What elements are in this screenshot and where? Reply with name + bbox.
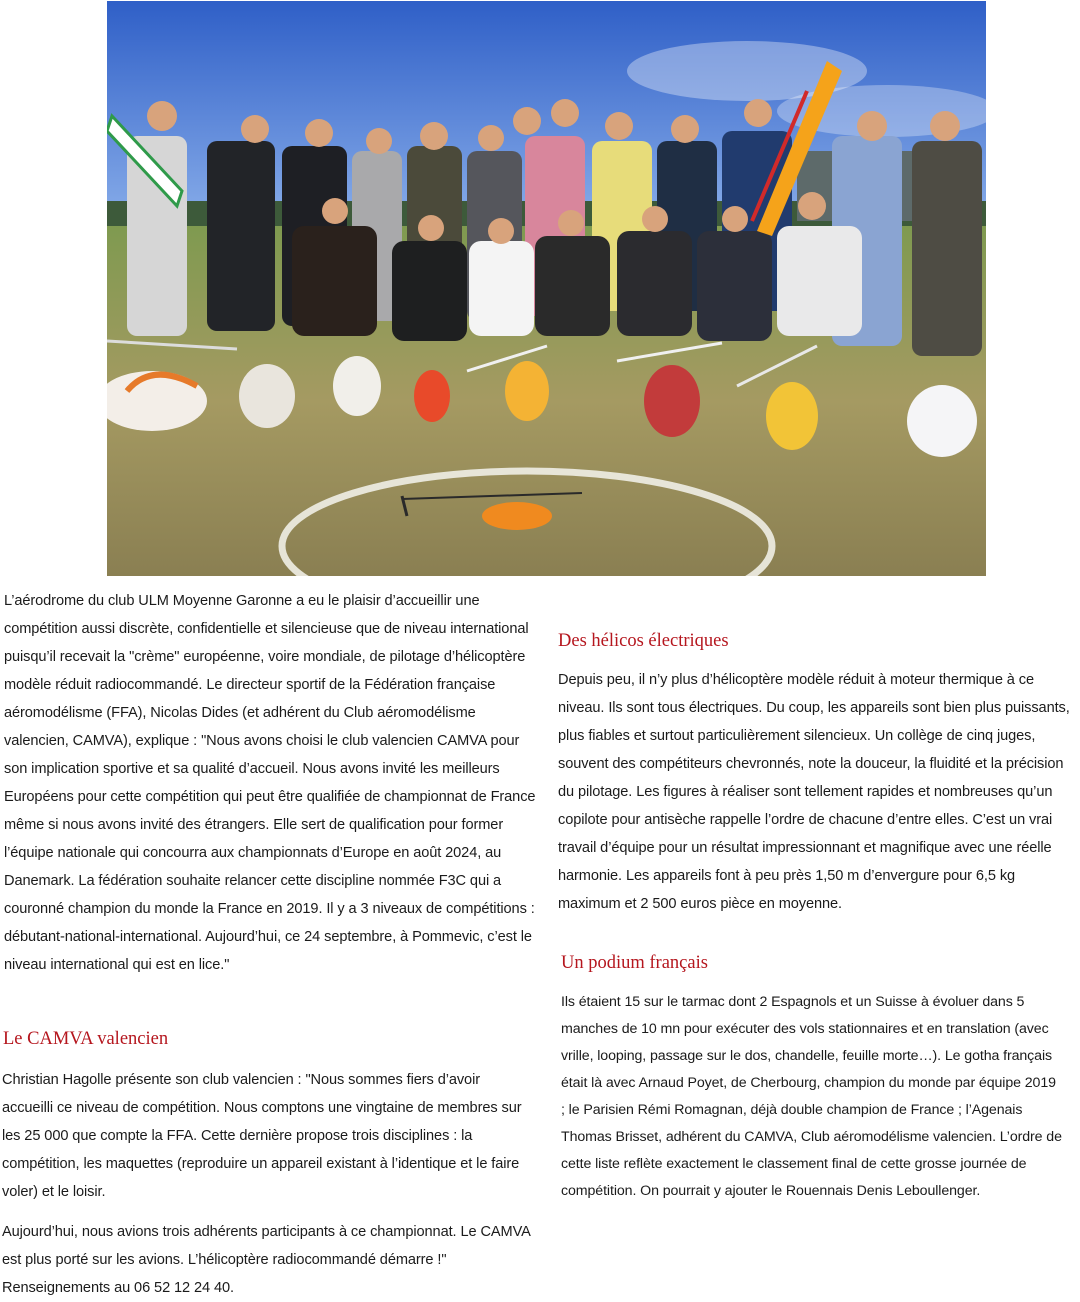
helicos-paragraph: Depuis peu, il n’y plus d’hélicoptère modèle réduit à moteur thermique à ce niveau. Ils sont tous électriques. Du coup, les appareils sont bien plus puissants, plus fiables et surtout particulièrement silencieux. Un collège de cinq juges, souvent des compétiteurs chevronnés, note la douceur, la fluidité et la précision du pilotage. Les figures à réaliser sont tellement rapides et nombreuses qu’un copilote pour antisèche rappelle l’ordre de chacune d’entre elles. C’est un vrai travail d’équipe pour un résultat impressionnant et magnifique avec une réelle harmonie. Les appareils font à peu près 1,50 m d’envergure pour 6,5 kg maximum et 2 500 euros pièce en moyenne.: [558, 672, 1070, 912]
article-photo: [107, 1, 986, 576]
section-podium-body: [561, 989, 1063, 1205]
section-heading-podium: Un podium français: [561, 953, 708, 973]
podium-paragraph: Ils étaient 15 sur le tarmac dont 2 Espagnols et un Suisse à évoluer dans 5 manches de 10 mn pour exécuter des vols stationnaires et en translation (avec vrille, looping, passage sur le dos, chandelle, feuille morte…). Le gotha français était là avec Arnaud Poyet, de Cherbourg, champion du monde par équipe 2019 ; le Parisien Rémi Romagnan, déjà double champion de France ; l’Agenais Thomas Brisset, adhérent du CAMVA, Club aéromodélisme valencien. L’ordre de cette liste reflète exactement le classement final de cette grosse journée de compétition. On pourrait y ajouter le Rouennais Denis Leboullenger.: [561, 994, 1062, 1199]
group-photo-image: [107, 1, 986, 576]
intro-paragraph: L’aérodrome du club ULM Moyenne Garonne a eu le plaisir d’accueillir une compétition aussi discrète, confidentielle et silencieuse que de niveau international puisqu’il recevait la "crème" européenne, voire mondiale, de pilotage d’hélicoptère modèle réduit radiocommandé. Le directeur sportif de la Fédération française aéromodélisme (FFA), Nicolas Dides (et adhérent du Club aéromodélisme valencien, CAMVA), explique : "Nous avons choisi le club valencien CAMVA pour son implication sportive et sa qualité d’accueil. Nous avons invité les meilleurs Européens pour cette compétition qui peut être qualifiée de championnat de France même si nous avons invité des étrangers. Elle sert de qualification pour former l’équipe nationale qui concourra aux championnats d’Europe en août 2024, au Danemark. La fédération souhaite relancer cette discipline nommée F3C qui a couronné champion du monde la France en 2019. Il y a 3 niveaux de compétitions : débutant-national-international. Aujourd’hui, ce 24 septembre, à Pommevic, c’est le niveau international qui est en lice.": [4, 593, 536, 973]
section-heading-helicos: Des hélicos électriques: [558, 631, 729, 651]
section-helicos-body: [558, 666, 1078, 918]
section-heading-camva: Le CAMVA valencien: [3, 1029, 169, 1049]
camva-paragraph-1: Christian Hagolle présente son club valencien : "Nous sommes fiers d’avoir accueilli ce niveau de compétition. Nous comptons une vingtaine de membres sur les 25 000 que compte la FFA. Cette dernière propose trois disciplines : la compétition, les maquettes (reproduire un appareil existant à l’identique et le faire voler) et le loisir.: [2, 1072, 522, 1200]
camva-paragraph-2: Aujourd’hui, nous avions trois adhérents participants à ce championnat. Le CAMVA est plus porté sur les avions. L’hélicoptère radiocommandé démarre !" Renseignements au 06 52 12 24 40.: [2, 1224, 530, 1296]
section-camva-body: [2, 1066, 532, 1302]
intro-paragraph-block: [4, 587, 536, 979]
